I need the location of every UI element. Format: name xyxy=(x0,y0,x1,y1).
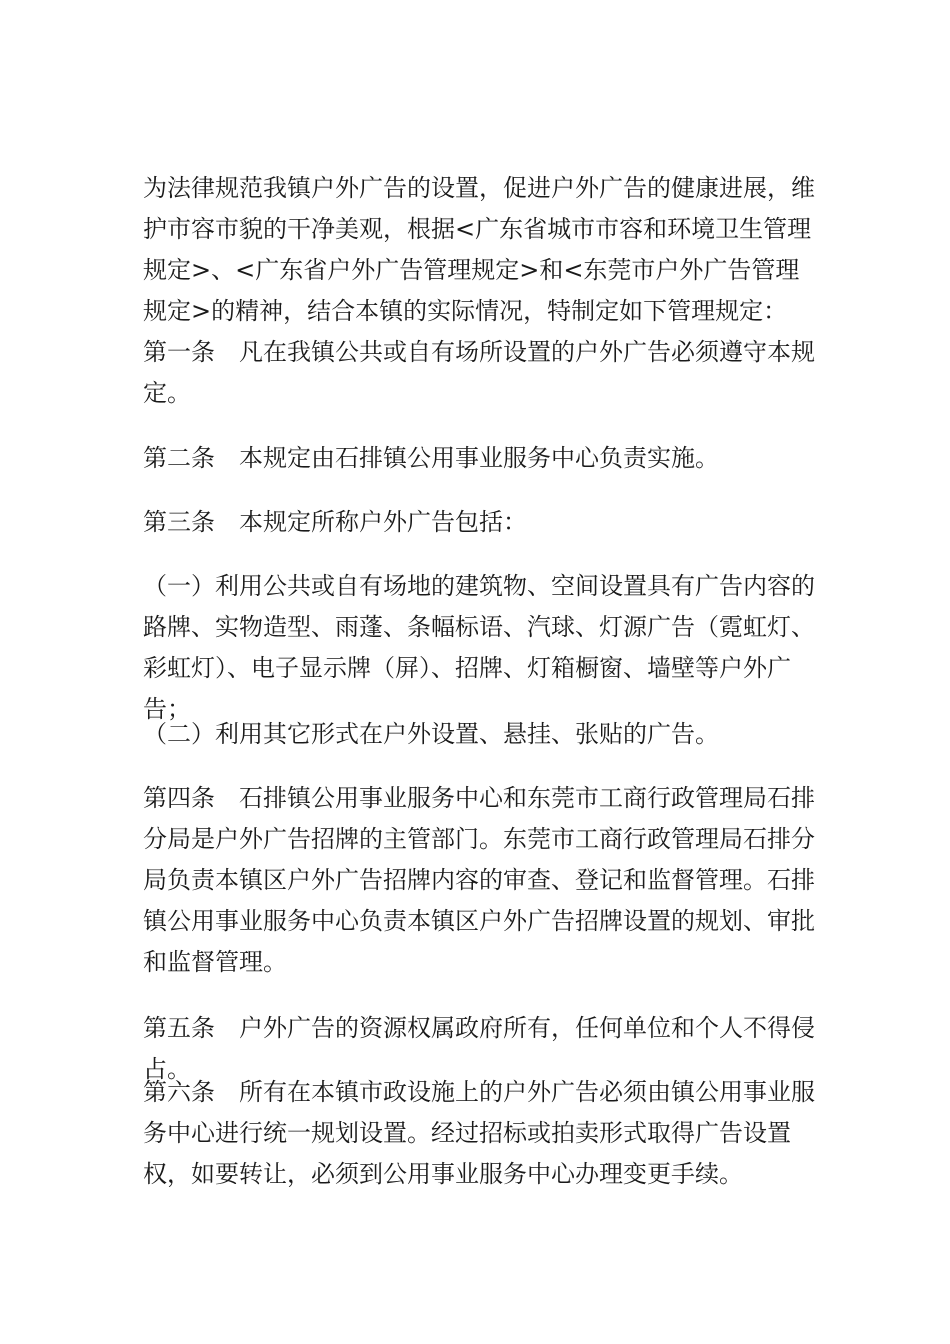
article-3-item-1: （一）利用公共或自有场地的建筑物、空间设置具有广告内容的路牌、实物造型、雨蓬、条幅标语、汽球、灯源广告（霓虹灯、彩虹灯）、电子显示牌（屏）、招牌、灯箱橱窗、墙壁等户外广告； xyxy=(143,572,815,723)
article-3 xyxy=(143,502,823,543)
article-2-label: 第二条 xyxy=(143,444,215,472)
article-1-label: 第一条 xyxy=(143,338,215,366)
article-2 xyxy=(143,438,823,479)
article-4 xyxy=(143,778,823,983)
article-1-text: 凡在我镇公共或自有场所设置的户外广告必须遵守本规定。 xyxy=(143,338,815,407)
article-6-label: 第六条 xyxy=(143,1078,215,1106)
article-4-label: 第四条 xyxy=(143,784,215,812)
article-3-text: 本规定所称户外广告包括： xyxy=(239,508,527,536)
article-6-text: 所有在本镇市政设施上的户外广告必须由镇公用事业服务中心进行统一规划设置。经过招标或拍卖形式取得广告设置权，如要转让，必须到公用事业服务中心办理变更手续。 xyxy=(143,1078,815,1188)
intro-paragraph: 为法律规范我镇户外广告的设置，促进户外广告的健康进展，维护市容市貌的干净美观，根据<广东省城市市容和环境卫生管理规定>、<广东省户外广告管理规定>和<东莞市户外广告管理规定>的精神，结合本镇的实际情况，特制定如下管理规定： xyxy=(143,174,815,325)
article-3-item-2: （二）利用其它形式在户外设置、悬挂、张贴的广告。 xyxy=(143,720,719,748)
article-2-text: 本规定由石排镇公用事业服务中心负责实施。 xyxy=(239,444,719,472)
article-5-text: 户外广告的资源权属政府所有，任何单位和个人不得侵占。 xyxy=(143,1014,815,1083)
article-6 xyxy=(143,1072,823,1195)
article-4-text: 石排镇公用事业服务中心和东莞市工商行政管理局石排分局是户外广告招牌的主管部门。东莞市工商行政管理局石排分局负责本镇区户外广告招牌内容的审查、登记和监督管理。石排镇公用事业服务中心负责本镇区户外广告招牌设置的规划、审批和监督管理。 xyxy=(143,784,815,976)
article-1 xyxy=(143,332,823,414)
article-5-label: 第五条 xyxy=(143,1014,215,1042)
article-3-label: 第三条 xyxy=(143,508,215,536)
